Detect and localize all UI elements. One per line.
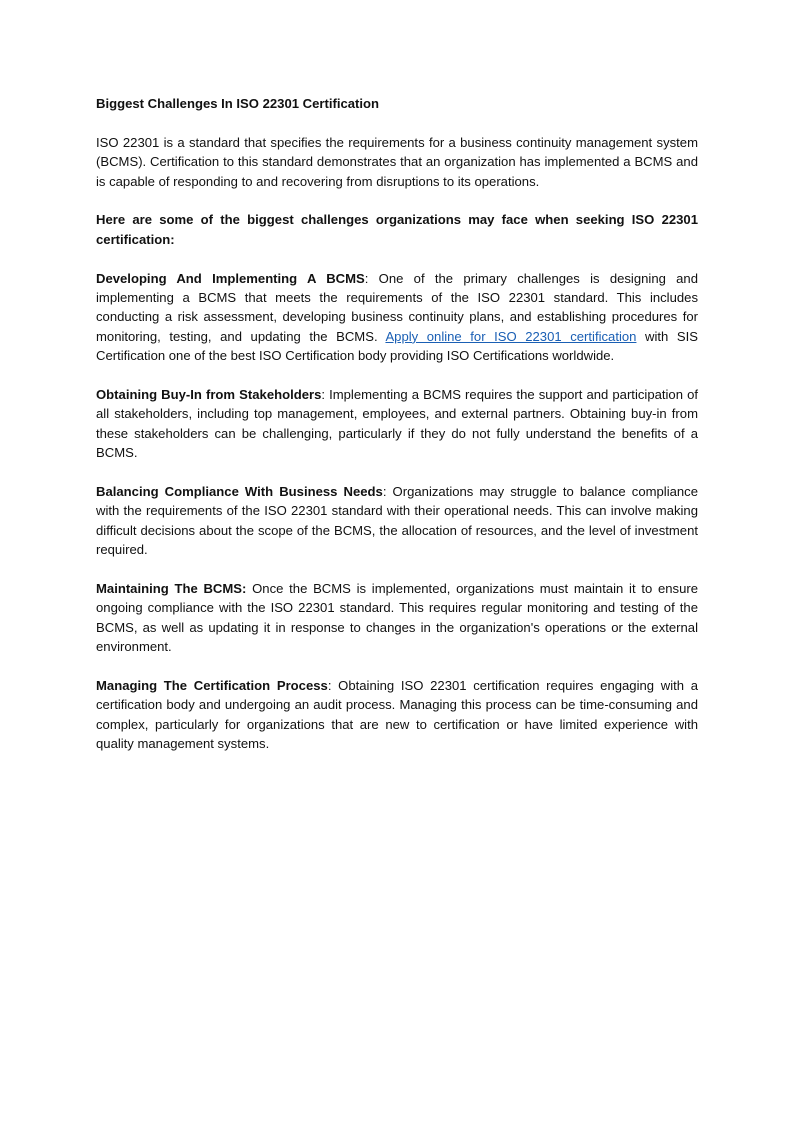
section-maintaining-bcms <box>96 579 698 657</box>
section-lead: Maintaining The BCMS: <box>96 581 247 597</box>
section-text: Once the BCMS is implemented, organizations must maintain it to ensure ongoing compliance with the ISO 22301 standard. This requires regular monitoring and testing of the BCMS, as well as updating it in response to changes in the organization's operations or the external environment. <box>96 581 698 655</box>
section-separator: : <box>321 387 330 403</box>
section-lead: Obtaining Buy-In from Stakeholders <box>96 387 322 403</box>
section-balancing-compliance <box>96 482 698 560</box>
document-title: Biggest Challenges In ISO 22301 Certification <box>96 96 380 111</box>
section-separator: : <box>382 484 393 500</box>
section-text: One of the primary challenges is designing and implementing a BCMS that meets the requirements of the ISO 22301 standard. This includes conducting a risk assessment, developing business continuity plans, and establishing procedures for monitoring, testing, and updating the BCMS. <box>96 270 698 344</box>
section-stakeholder-buy-in <box>96 385 698 463</box>
section-separator: : <box>327 678 339 694</box>
section-text: Implementing a BCMS requires the support and participation of all stakeholders, including top management, employees, and external partners. Obtaining buy-in from these stakeholders can be challenging, particularly if they do not fully understand the benefits of a BCMS. <box>96 387 698 461</box>
challenges-heading: Here are some of the biggest challenges organizations may face when seeking ISO 22301 certification: <box>96 212 698 247</box>
document-page <box>96 94 698 773</box>
section-text: Organizations may struggle to balance compliance with the requirements of the ISO 22301 standard with their operational needs. This can involve making difficult decisions about the scope of the BCMS, the allocation of resources, and the level of investment required. <box>96 484 699 558</box>
section-developing-bcms <box>96 269 698 366</box>
section-lead: Managing The Certification Process <box>96 678 328 694</box>
section-text-after-link: with SIS Certification one of the best ISO Certification body providing ISO Certifications worldwide. <box>96 328 698 364</box>
intro-paragraph: ISO 22301 is a standard that specifies the requirements for a business continuity management system (BCMS). Certification to this standard demonstrates that an organization has implemented a BCMS and is capable of responding to and recovering from disruptions to its operations. <box>96 134 698 189</box>
section-lead: Developing And Implementing A BCMS <box>96 270 365 286</box>
section-text: Obtaining ISO 22301 certification requires engaging with a certification body and undergoing an audit process. Managing this process can be time-consuming and complex, particularly for organizations that are new to certification or have limited experience with quality management systems. <box>96 678 699 752</box>
section-lead: Balancing Compliance With Business Needs <box>96 484 383 500</box>
section-managing-certification <box>96 676 698 754</box>
apply-online-link[interactable]: Apply online for ISO 22301 certification <box>385 328 637 344</box>
section-separator: : <box>364 270 379 286</box>
